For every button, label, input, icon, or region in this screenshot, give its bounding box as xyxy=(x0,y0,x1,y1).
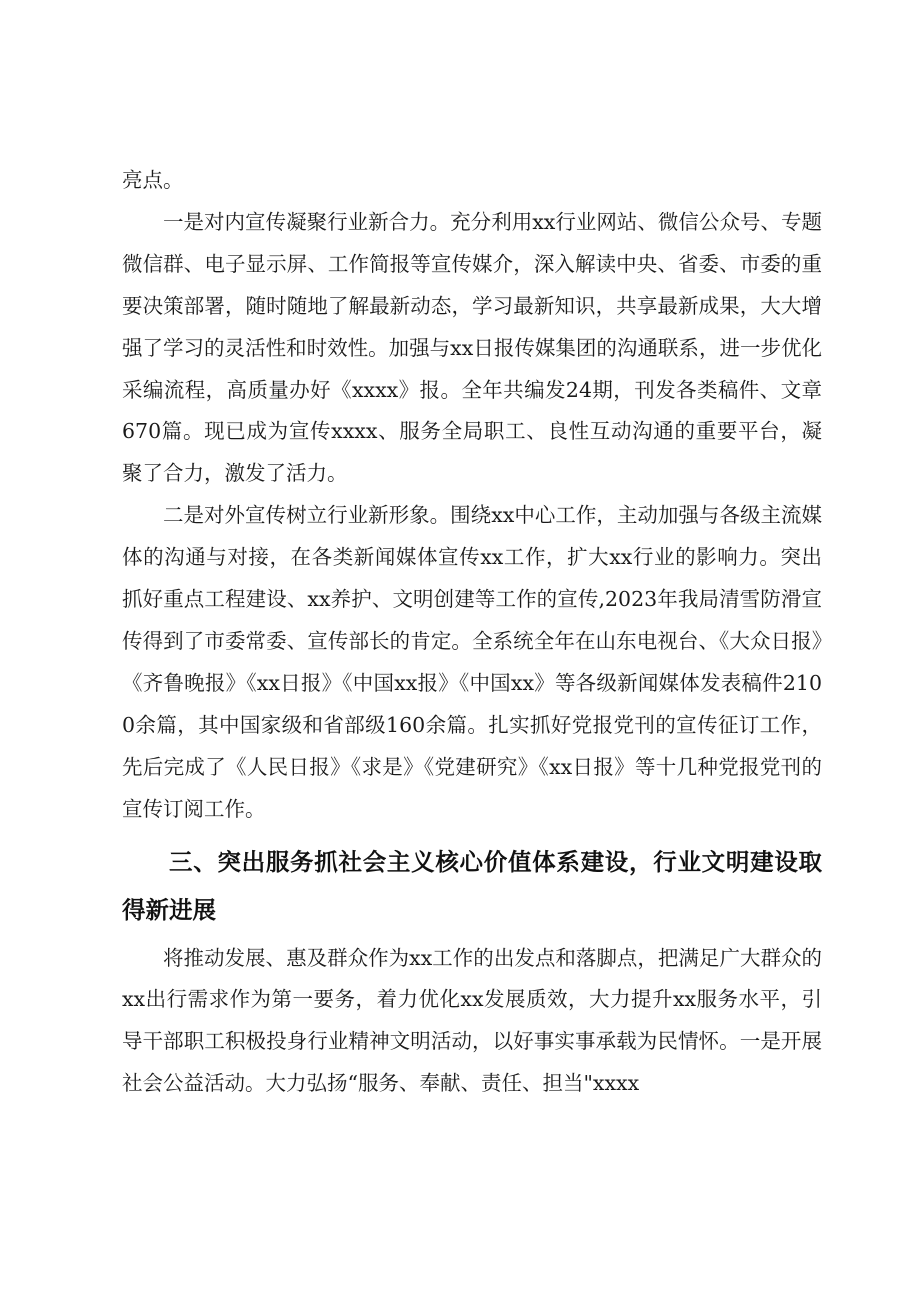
paragraph-internal-publicity: 一是对内宣传凝聚行业新合力。充分利用xx行业网站、微信公众号、专题微信群、电子显示屏、工作简报等宣传媒介，深入解读中央、省委、市委的重要决策部署，随时随地了解最新动态，学习最新知识，共享最新成果，大大增强了学习的灵活性和时效性。加强与xx日报传媒集团的沟通联系，进一步优化采编流程，高质量办好《xxxx》报。全年共编发24期，刊发各类稿件、文章670篇。现已成为宣传xxxx、服务全局职工、良性互动沟通的重要平台，凝聚了合力，激发了活力。 xyxy=(122,209,822,486)
paragraph-external-publicity: 二是对外宣传树立行业新形象。围绕xx中心工作，主动加强与各级主流媒体的沟通与对接，在各类新闻媒体宣传xx工作，扩大xx行业的影响力。突出抓好重点工程建设、xx养护、文明创建等工作的宣传,2023年我局清雪防滑宣传得到了市委常委、宣传部长的肯定。全系统全年在山东电视台、《大众日报》《齐鲁晚报》《xx日报》《中国xx报》《中国xx》等各级新闻媒体发表稿件2100余篇，其中国家级和省部级160余篇。扎实抓好党报党刊的宣传征订工作，先后完成了《人民日报》《求是》《党建研究》《xx日报》等十几种党报党刊的宣传订阅工作。 xyxy=(122,503,822,821)
paragraph-service-civilization: 将推动发展、惠及群众作为xx工作的出发点和落脚点，把满足广大群众的xx出行需求作为第一要务，着力优化xx发展质效，大力提升xx服务水平，引导干部职工积极投身行业精神文明活动，以好事实事承载为民情怀。一是开展社会公益活动。大力弘扬“服务、奉献、责任、担当"xxxx xyxy=(122,945,822,1096)
section-heading-3: 三、突出服务抓社会主义核心价值体系建设，行业文明建设取得新进展 xyxy=(122,847,822,924)
paragraph-continuation: 亮点。 xyxy=(122,168,184,192)
document-body xyxy=(122,160,822,1105)
